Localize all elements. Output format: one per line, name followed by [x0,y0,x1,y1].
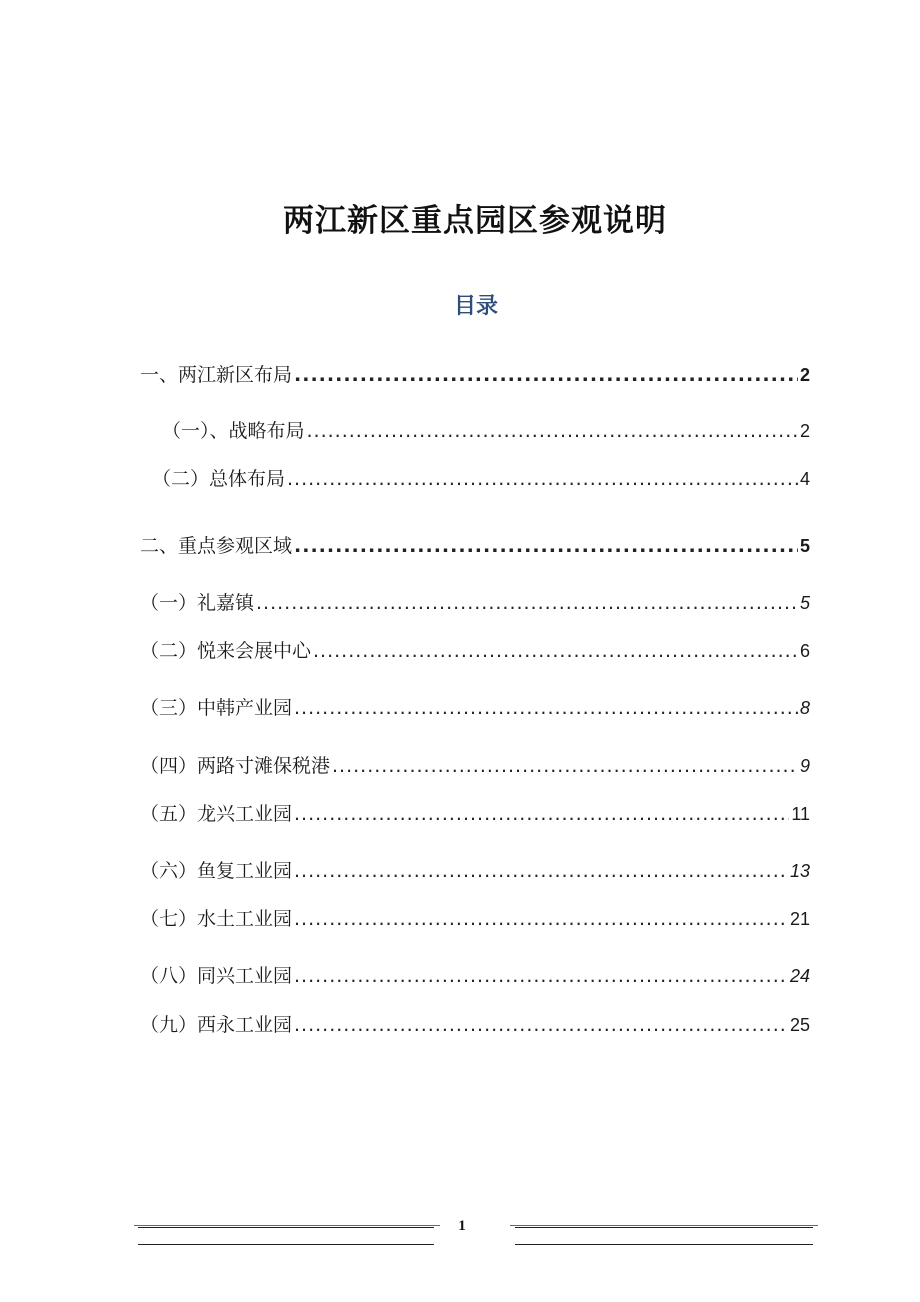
toc-entry[interactable] [140,638,810,664]
toc-entry[interactable] [140,533,810,559]
toc-entry[interactable] [140,906,810,932]
footer-page-number: 1 [458,1218,466,1234]
toc-entry[interactable] [140,362,810,388]
toc-leader-dots [332,753,798,779]
toc-entry-label: （一）礼嘉镇 [140,592,255,614]
toc-entry-label: （三）中韩产业园 [140,697,293,719]
toc-leader-dots [313,638,798,664]
toc-entry[interactable] [140,590,810,616]
toc-leader-dots [294,1012,788,1038]
toc-page-number: 13 [789,861,810,881]
toc-entry-label: （八）同兴工业园 [140,965,293,987]
toc-leader-dots [287,466,798,492]
footer-rule-bottom-left [138,1244,434,1245]
toc-entry[interactable] [140,1012,810,1038]
footer-rule-top-right-inner [515,1227,813,1228]
toc-entry-label: （九）西永工业园 [140,1014,293,1036]
toc-entry-label: 一、两江新区布局 [140,364,293,386]
toc-entry[interactable] [140,801,810,827]
toc-entry[interactable] [140,963,810,989]
toc-entry[interactable] [140,753,810,779]
toc-page-number: 2 [799,421,810,441]
toc-leader-dots [294,963,788,989]
footer-rule-top-right [510,1225,818,1226]
toc-entry-label: （七）水土工业园 [140,908,293,930]
toc-leader-dots [256,590,798,616]
toc-heading: 目录 [453,294,498,319]
toc-leader-dots [294,801,789,827]
toc-leader-dots [307,418,798,444]
toc-entry[interactable] [162,418,810,444]
toc-leader-dots [294,906,788,932]
toc-leader-dots [294,533,798,559]
toc-page-number: 2 [799,365,810,385]
footer-rule-bottom-right [515,1244,813,1245]
toc-leader-dots [294,362,798,388]
toc-page-number: 6 [799,641,810,661]
document-title: 两江新区重点园区参观说明 [283,203,667,239]
toc-page-number: 4 [799,469,810,489]
toc-leader-dots [294,858,788,884]
toc-entry-label: （二）悦来会展中心 [140,640,312,662]
toc-page-number: 5 [799,593,810,613]
toc-entry[interactable] [152,466,810,492]
toc-page-number: 5 [799,536,810,556]
toc-page-number: 21 [789,909,810,929]
toc-page-number: 9 [799,756,810,776]
footer-rule-top-left-inner [138,1227,434,1228]
toc-entry-label: （四）两路寸滩保税港 [140,755,331,777]
toc-entry-label: （六）鱼复工业园 [140,860,293,882]
toc-page-number: 25 [789,1015,810,1035]
toc-entry-label: （一）、战略布局 [162,420,305,442]
toc-entry[interactable] [140,858,810,884]
toc-page-number: 24 [789,966,810,986]
toc-page-number: 8 [799,698,810,718]
footer-rule-top-left [134,1225,440,1226]
toc-entry[interactable] [140,695,810,721]
toc-entry-label: （五）龙兴工业园 [140,803,293,825]
toc-page-number: 11 [791,804,810,824]
toc-entry-label: （二）总体布局 [152,468,286,490]
toc-leader-dots [294,695,798,721]
toc-entry-label: 二、重点参观区域 [140,535,293,557]
